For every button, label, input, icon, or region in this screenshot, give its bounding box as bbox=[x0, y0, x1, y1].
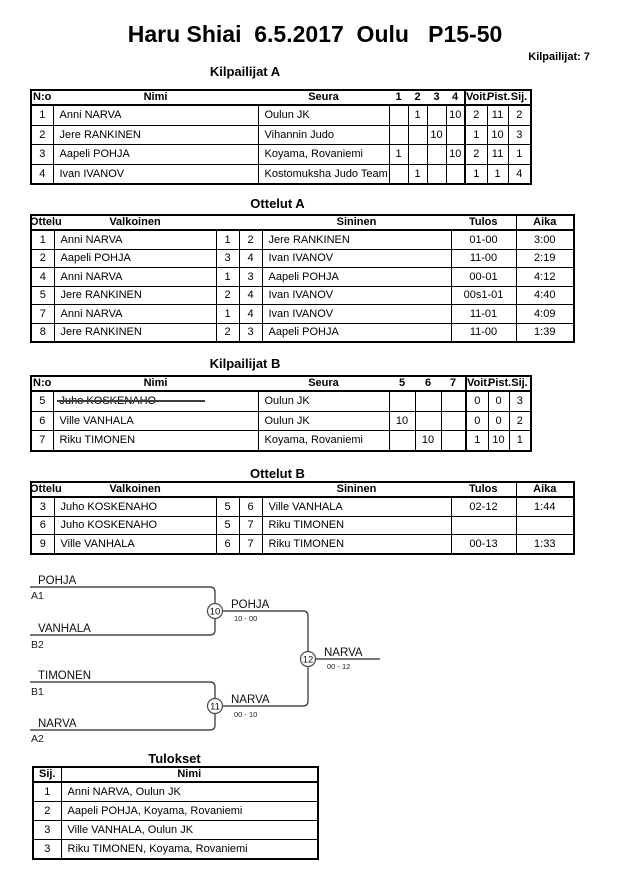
match-number-text: 10 bbox=[209, 606, 221, 618]
round-score bbox=[415, 411, 441, 431]
wins-value: 2 bbox=[465, 145, 487, 165]
match-result: 02-12 bbox=[451, 497, 516, 516]
col-header-round: 5 bbox=[389, 376, 415, 391]
col-header-name: Nimi bbox=[53, 376, 258, 391]
section-title-ottelut-b: Ottelut B bbox=[250, 466, 305, 481]
blue-competitor: Ville VANHALA bbox=[262, 497, 451, 516]
page-title: Haru Shiai 6.5.2017 Oulu P15-50 bbox=[127, 21, 503, 47]
match-row bbox=[31, 535, 574, 554]
round-score: 10 bbox=[389, 411, 415, 431]
wins-value: 0 bbox=[466, 391, 488, 411]
round-score bbox=[389, 431, 415, 451]
round-score bbox=[389, 125, 408, 145]
blue-number: 4 bbox=[239, 249, 262, 268]
col-header-club: Seura bbox=[258, 90, 389, 105]
match-result: 11-00 bbox=[451, 249, 516, 268]
col-header-round: 7 bbox=[441, 376, 466, 391]
white-number: 6 bbox=[216, 535, 239, 554]
match-time bbox=[516, 516, 574, 535]
blue-competitor: Ivan IVANOV bbox=[262, 249, 451, 268]
white-competitor: Anni NARVA bbox=[54, 268, 216, 287]
col-header-result: Tulos bbox=[451, 482, 516, 497]
match-time: 4:40 bbox=[516, 286, 574, 305]
white-number: 5 bbox=[216, 497, 239, 516]
col-header-round: 2 bbox=[408, 90, 427, 105]
wins-value: 1 bbox=[465, 125, 487, 145]
white-competitor: Anni NARVA bbox=[54, 305, 216, 324]
col-header-club: Seura bbox=[258, 376, 389, 391]
round-score bbox=[389, 391, 415, 411]
round-score bbox=[415, 391, 441, 411]
competitor-row bbox=[31, 411, 531, 431]
competitor-club: Koyama, Rovaniemi bbox=[258, 145, 389, 165]
col-header-time: Aika bbox=[516, 482, 574, 497]
round-score bbox=[427, 145, 446, 165]
wins-value: 0 bbox=[466, 411, 488, 431]
result-name: Riku TIMONEN, Koyama, Rovaniemi bbox=[61, 840, 318, 860]
bracket-slot-seed: A1 bbox=[31, 590, 44, 602]
white-number: 2 bbox=[216, 286, 239, 305]
competitor-club: Kostomuksha Judo Team bbox=[258, 164, 389, 184]
blue-number: 3 bbox=[239, 323, 262, 342]
match-result: 01-00 bbox=[451, 230, 516, 249]
match-number: 5 bbox=[31, 286, 54, 305]
result-name: Aapeli POHJA, Koyama, Rovaniemi bbox=[61, 802, 318, 821]
points-value: 11 bbox=[487, 105, 508, 125]
competitor-name: Jere RANKINEN bbox=[53, 125, 258, 145]
competitor-club: Oulun JK bbox=[258, 105, 389, 125]
result-place: 2 bbox=[33, 802, 61, 821]
match-time: 4:09 bbox=[516, 305, 574, 324]
round-score bbox=[441, 411, 466, 431]
match-time: 1:33 bbox=[516, 535, 574, 554]
competitor-row bbox=[31, 431, 531, 451]
round-score bbox=[446, 164, 465, 184]
place-value: 1 bbox=[508, 145, 531, 165]
white-competitor: Jere RANKINEN bbox=[54, 286, 216, 305]
round-score bbox=[427, 164, 446, 184]
col-header-name: Nimi bbox=[61, 767, 318, 782]
place-value: 2 bbox=[508, 105, 531, 125]
round-score bbox=[408, 145, 427, 165]
participants-count-label: Kilpailijat: 7 bbox=[528, 51, 590, 63]
competitor-name: Ville VANHALA bbox=[53, 411, 258, 431]
match-result: 00s1-01 bbox=[451, 286, 516, 305]
match-time: 1:44 bbox=[516, 497, 574, 516]
round-score: 1 bbox=[389, 145, 408, 165]
kilpailijat-b-table bbox=[30, 375, 532, 452]
match-result: 00-13 bbox=[451, 535, 516, 554]
round-score: 10 bbox=[446, 105, 465, 125]
bracket-slot-seed: A2 bbox=[31, 733, 44, 745]
table-header-row bbox=[31, 90, 531, 105]
col-header-white-no bbox=[216, 215, 239, 230]
round-score bbox=[427, 105, 446, 125]
match-result: 11-01 bbox=[451, 305, 516, 324]
col-header-points: Pist. bbox=[488, 377, 512, 389]
result-place: 1 bbox=[33, 782, 61, 802]
place-value: 3 bbox=[508, 125, 531, 145]
competitor-number: 2 bbox=[31, 125, 53, 145]
points-value: 0 bbox=[488, 391, 509, 411]
competitor-row bbox=[31, 391, 531, 411]
round-score bbox=[441, 431, 466, 451]
competitor-name: Anni NARVA bbox=[53, 105, 258, 125]
white-competitor: Juho KOSKENAHO bbox=[54, 497, 216, 516]
col-header-wins: Voit. bbox=[467, 377, 491, 389]
section-title-kilpailijat-a: Kilpailijat A bbox=[209, 64, 281, 79]
match-number: 2 bbox=[31, 249, 54, 268]
bracket-slot-seed: B2 bbox=[31, 639, 44, 651]
white-competitor: Juho KOSKENAHO bbox=[54, 516, 216, 535]
table-header-row bbox=[31, 482, 574, 497]
bracket-match-score: 00 - 10 bbox=[234, 710, 258, 719]
blue-number: 7 bbox=[239, 535, 262, 554]
col-header-round: 3 bbox=[427, 90, 446, 105]
match-row bbox=[31, 516, 574, 535]
match-row bbox=[31, 230, 574, 249]
competitor-name: Riku TIMONEN bbox=[53, 431, 258, 451]
col-header-round: 4 bbox=[446, 90, 465, 105]
round-score bbox=[389, 164, 408, 184]
match-row bbox=[31, 305, 574, 324]
competitor-row bbox=[31, 145, 531, 165]
place-value: 4 bbox=[508, 164, 531, 184]
competitor-number: 6 bbox=[31, 411, 53, 431]
col-header-place: Sij. bbox=[508, 90, 531, 105]
competitor-club: Oulun JK bbox=[258, 391, 389, 411]
round-score bbox=[389, 105, 408, 125]
wins-value: 2 bbox=[465, 105, 487, 125]
white-number: 1 bbox=[216, 230, 239, 249]
ottelut-a-table bbox=[30, 214, 575, 343]
bracket-slot-name: POHJA bbox=[38, 575, 77, 587]
blue-competitor: Ivan IVANOV bbox=[262, 286, 451, 305]
round-score: 1 bbox=[408, 105, 427, 125]
match-time: 4:12 bbox=[516, 268, 574, 287]
result-row bbox=[33, 782, 318, 802]
col-header-match: Ottelu bbox=[30, 483, 62, 495]
competitor-number: 7 bbox=[31, 431, 53, 451]
round-score bbox=[446, 125, 465, 145]
bracket-winner-name: POHJA bbox=[231, 599, 270, 611]
white-number: 5 bbox=[216, 516, 239, 535]
col-header-round: 6 bbox=[415, 376, 441, 391]
match-row bbox=[31, 323, 574, 342]
match-row bbox=[31, 286, 574, 305]
white-competitor: Jere RANKINEN bbox=[54, 323, 216, 342]
match-row bbox=[31, 249, 574, 268]
col-header-name: Nimi bbox=[53, 90, 258, 105]
ottelut-b-table bbox=[30, 481, 575, 555]
competitor-club: Vihannin Judo bbox=[258, 125, 389, 145]
result-row bbox=[33, 802, 318, 821]
match-row bbox=[31, 268, 574, 287]
competitor-name: Aapeli POHJA bbox=[53, 145, 258, 165]
points-value: 10 bbox=[488, 431, 509, 451]
blue-competitor: Aapeli POHJA bbox=[262, 323, 451, 342]
section-title-ottelut-a: Ottelut A bbox=[250, 196, 305, 211]
col-header-wins: Voit. bbox=[466, 91, 490, 103]
bracket-slot-seed: B1 bbox=[31, 686, 44, 698]
blue-number: 4 bbox=[239, 286, 262, 305]
col-header-time: Aika bbox=[516, 215, 574, 230]
col-header-blue: Sininen bbox=[262, 482, 451, 497]
white-competitor: Ville VANHALA bbox=[54, 535, 216, 554]
section-title-kilpailijat-b: Kilpailijat B bbox=[209, 356, 281, 371]
kilpailijat-a-table bbox=[30, 89, 532, 185]
blue-competitor: Riku TIMONEN bbox=[262, 516, 451, 535]
section-title-tulokset: Tulokset bbox=[148, 751, 201, 766]
result-row bbox=[33, 840, 318, 860]
blue-competitor: Aapeli POHJA bbox=[262, 268, 451, 287]
col-header-points: Pist. bbox=[487, 91, 511, 103]
competitor-name: Ivan IVANOV bbox=[53, 164, 258, 184]
wins-value: 1 bbox=[465, 164, 487, 184]
round-score bbox=[408, 125, 427, 145]
col-header-place: Sij. bbox=[33, 767, 61, 782]
match-number-text: 11 bbox=[210, 701, 220, 713]
col-header-blue-no bbox=[239, 482, 262, 497]
round-score: 10 bbox=[446, 145, 465, 165]
result-place: 3 bbox=[33, 821, 61, 840]
col-header-blue: Sininen bbox=[262, 215, 451, 230]
col-header-no: N:o bbox=[33, 91, 52, 103]
competitor-row bbox=[31, 105, 531, 125]
white-competitor: Anni NARVA bbox=[54, 230, 216, 249]
result-place: 3 bbox=[33, 840, 61, 860]
col-header-round: 1 bbox=[389, 90, 408, 105]
tulokset-table bbox=[32, 766, 319, 860]
points-value: 1 bbox=[487, 164, 508, 184]
bracket-match-score: 10 - 00 bbox=[234, 614, 258, 623]
blue-number: 6 bbox=[239, 497, 262, 516]
competitor-row bbox=[31, 164, 531, 184]
match-number-text: 12 bbox=[302, 654, 314, 666]
match-number: 4 bbox=[31, 268, 54, 287]
col-header-white-no bbox=[216, 482, 239, 497]
round-score bbox=[441, 391, 466, 411]
points-value: 11 bbox=[487, 145, 508, 165]
match-number: 1 bbox=[31, 230, 54, 249]
competitor-club: Oulun JK bbox=[258, 411, 389, 431]
match-number: 7 bbox=[31, 305, 54, 324]
round-score: 1 bbox=[408, 164, 427, 184]
table-header-row bbox=[31, 376, 531, 391]
place-value: 3 bbox=[509, 391, 531, 411]
match-result: 00-01 bbox=[451, 268, 516, 287]
match-number: 3 bbox=[31, 497, 54, 516]
bracket-winner-name: NARVA bbox=[231, 694, 270, 706]
result-name: Ville VANHALA, Oulun JK bbox=[61, 821, 318, 840]
place-value: 2 bbox=[509, 411, 531, 431]
white-number: 3 bbox=[216, 249, 239, 268]
competitor-number: 4 bbox=[31, 164, 53, 184]
blue-competitor: Ivan IVANOV bbox=[262, 305, 451, 324]
bracket-slot-name: TIMONEN bbox=[38, 670, 92, 682]
medal-bracket bbox=[0, 565, 630, 760]
competitor-club: Koyama, Rovaniemi bbox=[258, 431, 389, 451]
bracket-winner-name: NARVA bbox=[324, 647, 363, 659]
blue-number: 7 bbox=[239, 516, 262, 535]
table-header-row bbox=[31, 215, 574, 230]
blue-competitor: Riku TIMONEN bbox=[262, 535, 451, 554]
match-time: 1:39 bbox=[516, 323, 574, 342]
col-header-white: Valkoinen bbox=[54, 482, 216, 497]
competitor-number: 1 bbox=[31, 105, 53, 125]
blue-number: 2 bbox=[239, 230, 262, 249]
match-result: 11-00 bbox=[451, 323, 516, 342]
white-competitor: Aapeli POHJA bbox=[54, 249, 216, 268]
bracket-connector-final bbox=[215, 611, 308, 706]
competitor-row bbox=[31, 125, 531, 145]
match-number: 9 bbox=[31, 535, 54, 554]
col-header-blue-no bbox=[239, 215, 262, 230]
blue-number: 4 bbox=[239, 305, 262, 324]
result-row bbox=[33, 821, 318, 840]
white-number: 1 bbox=[216, 305, 239, 324]
col-header-place: Sij. bbox=[509, 376, 531, 391]
match-time: 3:00 bbox=[516, 230, 574, 249]
col-header-result: Tulos bbox=[451, 215, 516, 230]
round-score: 10 bbox=[427, 125, 446, 145]
bracket-match-score: 00 - 12 bbox=[327, 662, 351, 671]
points-value: 0 bbox=[488, 411, 509, 431]
wins-value: 1 bbox=[466, 431, 488, 451]
match-number: 6 bbox=[31, 516, 54, 535]
white-number: 2 bbox=[216, 323, 239, 342]
match-time: 2:19 bbox=[516, 249, 574, 268]
match-number: 8 bbox=[31, 323, 54, 342]
bracket-slot-name: VANHALA bbox=[38, 623, 91, 635]
table-header-row bbox=[33, 767, 318, 782]
round-score: 10 bbox=[415, 431, 441, 451]
points-value: 10 bbox=[487, 125, 508, 145]
match-result bbox=[451, 516, 516, 535]
place-value: 1 bbox=[509, 431, 531, 451]
competitor-number: 5 bbox=[31, 391, 53, 411]
result-name: Anni NARVA, Oulun JK bbox=[61, 782, 318, 802]
white-number: 1 bbox=[216, 268, 239, 287]
match-row bbox=[31, 497, 574, 516]
col-header-no: N:o bbox=[33, 377, 52, 389]
competitor-name: Juho KOSKENAHO bbox=[53, 391, 258, 411]
blue-number: 3 bbox=[239, 268, 262, 287]
col-header-white: Valkoinen bbox=[54, 215, 216, 230]
competitor-number: 3 bbox=[31, 145, 53, 165]
blue-competitor: Jere RANKINEN bbox=[262, 230, 451, 249]
col-header-match: Ottelu bbox=[30, 216, 62, 228]
bracket-slot-name: NARVA bbox=[38, 718, 77, 730]
